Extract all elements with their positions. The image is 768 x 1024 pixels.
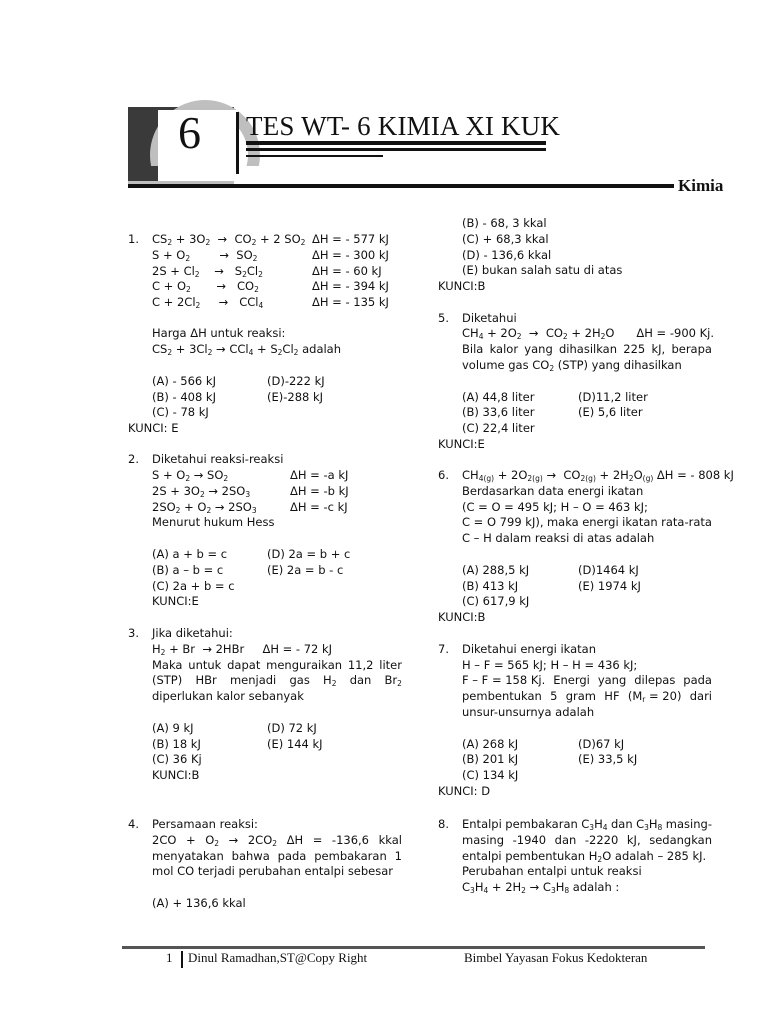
header-divider — [236, 112, 239, 174]
option-b: (B) 18 kJ — [152, 737, 201, 751]
option-b: (B) 413 kJ — [462, 579, 519, 593]
question-number: 6. — [438, 468, 449, 482]
answer-key: KUNCI: D — [438, 784, 491, 798]
reaction: $2S + 3O_2 \to 2SO_3$ — [152, 484, 251, 499]
question-number: 1. — [128, 232, 139, 246]
question-number: 5. — [438, 311, 449, 325]
option-c: (C) 617,9 kJ — [462, 594, 530, 608]
question-text: menyatakan bahwa pada pembakaran 1 — [152, 849, 402, 863]
header-rule — [128, 184, 674, 188]
answer-key: KUNCI:E — [152, 594, 199, 608]
reaction: 2CO + $O_2$ → $2CO_2$ ΔH = -136,6 kkal — [152, 833, 402, 848]
option-d: (D)11,2 liter — [578, 390, 648, 404]
option-c: (C) - 78 kJ — [152, 405, 209, 419]
answer-key: KUNCI:E — [438, 437, 485, 451]
question-text: mol CO terjadi perubahan entalpi sebesar — [152, 864, 394, 878]
option-c: (C) 2a + b = c — [152, 579, 235, 593]
enthalpy-value: ΔH = -a kJ — [290, 468, 349, 482]
title-underline-short — [246, 155, 383, 157]
title-underline — [246, 148, 546, 151]
footer-rule — [122, 946, 705, 949]
footer-author: Dinul Ramadhan,ST@Copy Right — [188, 950, 368, 965]
question-text: C = O 799 kJ), maka energi ikatan rata-rata — [462, 515, 712, 529]
question-text: C – H dalam reaksi di atas adalah — [462, 531, 655, 545]
title-underline — [246, 141, 546, 145]
option-b: (B) - 68, 3 kkal — [462, 216, 547, 230]
question-text: Diketahui reaksi-reaksi — [152, 452, 284, 466]
question-text: diperlukan kalor sebanyak — [152, 689, 304, 703]
option-e: (E) bukan salah satu di atas — [462, 263, 623, 277]
question-text: (C = O = 495 kJ; H – O = 463 kJ; — [462, 500, 648, 514]
question-text: Diketahui — [462, 311, 517, 325]
reaction: $H_2 + Br \to 2HBr$ ΔH = - 72 kJ — [152, 642, 333, 657]
option-e: (E) 33,5 kJ — [578, 752, 638, 766]
option-a: (A) 44,8 liter — [462, 390, 535, 404]
option-e: (E) 144 kJ — [267, 737, 323, 751]
option-a: (A) 268 kJ — [462, 737, 519, 751]
question-number: 2. — [128, 452, 139, 466]
enthalpy-value: ΔH = -c kJ — [290, 500, 348, 514]
question-text: Menurut hukum Hess — [152, 515, 275, 529]
option-e: (E) 2a = b - c — [267, 563, 344, 577]
option-b: (B) a – b = c — [152, 563, 224, 577]
reaction: $C_3H_4 + 2H_2 \to C_3H_8$ adalah : — [462, 880, 620, 895]
enthalpy-value: ΔH = - 300 kJ — [312, 248, 389, 262]
option-c: (C) + 68,3 kkal — [462, 232, 549, 246]
question-text: Jika diketahui: — [152, 626, 233, 640]
reaction: $S + O_2 \to SO_2$ — [152, 468, 229, 483]
reaction: $CS_2 + 3O_2 \to CO_2 + 2$ $SO_2$ — [152, 232, 306, 247]
reaction: $2SO_2 + O_2 \to 2SO_3$ — [152, 500, 257, 515]
question-text: H – F = 565 kJ; H – H = 436 kJ; — [462, 658, 638, 672]
enthalpy-value: ΔH = - 135 kJ — [312, 295, 389, 309]
answer-key: KUNCI:B — [152, 768, 200, 782]
chapter-number: 6 — [178, 107, 201, 158]
option-a: (A) 9 kJ — [152, 721, 194, 735]
option-e: (E)-288 kJ — [267, 390, 324, 404]
option-b: (B) 201 kJ — [462, 752, 519, 766]
question-text: Perubahan entalpi untuk reaksi — [462, 864, 642, 878]
option-b: (B) - 408 kJ — [152, 390, 216, 404]
option-c: (C) 134 kJ — [462, 768, 519, 782]
question-text: (STP) HBr menjadi gas $H_2$ dan $Br_2$ — [152, 673, 402, 688]
option-e: (E) 5,6 liter — [578, 405, 643, 419]
question-text: $CS_2 + 3Cl_2 \to CCl_4 + S_2Cl_2$ adalah — [152, 342, 342, 357]
option-d: (D) 2a = b + c — [267, 547, 351, 561]
enthalpy-value: ΔH = - 577 kJ — [312, 232, 389, 246]
footer-divider — [181, 951, 183, 968]
question-text: entalpi pembentukan $H_2O$ adalah – 285 kJ. — [462, 849, 707, 864]
option-a: (A) 288,5 kJ — [462, 563, 530, 577]
option-d: (D) - 136,6 kkal — [462, 248, 552, 262]
question-number: 8. — [438, 817, 449, 831]
question-text: Bila kalor yang dihasilkan 225 kJ, berapa — [462, 342, 712, 356]
answer-key: KUNCI:B — [438, 279, 486, 293]
reaction: $CH_4 + 2O_2 \to CO_2 + 2H_2O$ ΔH = -900 Kj. — [462, 326, 714, 341]
question-text: Harga ΔH untuk reaksi: — [152, 326, 286, 340]
question-text: pembentukan 5 gram HF $(M_r = 20)$ dari — [462, 689, 712, 704]
question-text: masing -1940 dan -2220 kJ, sedangkan — [462, 833, 712, 847]
question-text: Diketahui energi ikatan — [462, 642, 597, 656]
option-c: (C) 36 Kj — [152, 752, 202, 766]
page-title: TES WT- 6 KIMIA XI KUK — [246, 111, 561, 141]
question-text: volume gas $CO_2$ (STP) yang dihasilkan — [462, 358, 682, 373]
question-text: Berdasarkan data energi ikatan — [462, 484, 644, 498]
option-a: (A) + 136,6 kkal — [152, 896, 246, 910]
answer-key: KUNCI:B — [438, 610, 486, 624]
question-text: Entalpi pembakaran $C_3H_4$ dan $C_3H_8$ masing- — [462, 817, 712, 832]
answer-key: KUNCI: E — [128, 421, 179, 435]
question-text: Maka untuk dapat menguraikan 11,2 liter — [152, 658, 402, 672]
question-text: F – F = 158 Kj. Energi yang dilepas pada — [462, 673, 712, 687]
reaction: $S + O_2$ → $SO_2$ — [152, 248, 258, 263]
reaction: $CH_{4(g)} + 2O_{2(g)} \to CO_{2(g)} + 2H_2O_{(g)}$ ΔH = - 808 kJ — [462, 468, 734, 483]
question-number: 7. — [438, 642, 449, 656]
question-text: unsur-unsurnya adalah — [462, 705, 595, 719]
enthalpy-value: ΔH = -b kJ — [290, 484, 349, 498]
option-d: (D)1464 kJ — [578, 563, 639, 577]
enthalpy-value: ΔH = - 60 kJ — [312, 264, 382, 278]
option-a: (A) a + b = c — [152, 547, 228, 561]
enthalpy-value: ΔH = - 394 kJ — [312, 279, 389, 293]
option-d: (D)-222 kJ — [267, 374, 325, 388]
page-number: 1 — [166, 950, 173, 965]
reaction: $C + O_2$ → $CO_2$ — [152, 279, 259, 294]
question-text: Persamaan reaksi: — [152, 817, 258, 831]
reaction: $C + 2Cl_2$ → CCl$_4$ — [152, 295, 264, 310]
reaction: $2S + Cl_2$ → $S_2Cl_2$ — [152, 264, 263, 279]
footer-institution: Bimbel Yayasan Fokus Kedokteran — [464, 950, 648, 965]
question-number: 4. — [128, 817, 139, 831]
subject-label: Kimia — [678, 176, 724, 195]
question-number: 3. — [128, 626, 139, 640]
option-a: (A) - 566 kJ — [152, 374, 216, 388]
option-b: (B) 33,6 liter — [462, 405, 535, 419]
option-d: (D)67 kJ — [578, 737, 625, 751]
option-c: (C) 22,4 liter — [462, 421, 535, 435]
option-d: (D) 72 kJ — [267, 721, 317, 735]
option-e: (E) 1974 kJ — [578, 579, 641, 593]
